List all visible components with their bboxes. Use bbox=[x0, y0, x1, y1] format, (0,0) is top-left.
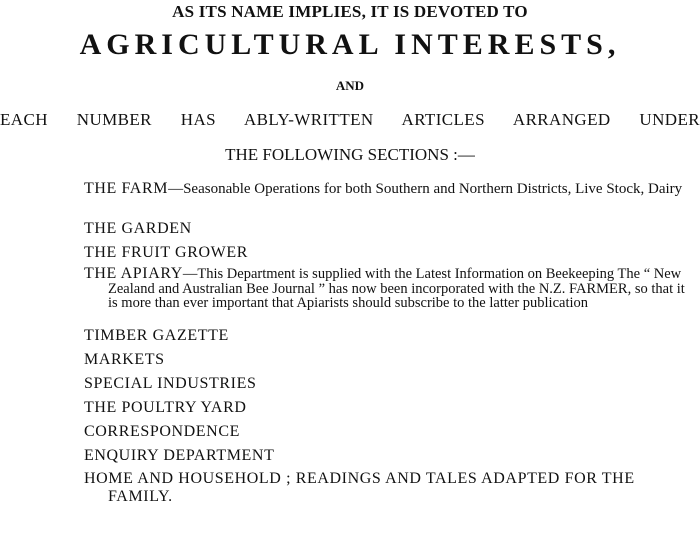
section-fruit-grower bbox=[84, 244, 696, 262]
section-title: SPECIAL INDUSTRIES bbox=[84, 375, 257, 392]
section-special-industries bbox=[84, 375, 696, 393]
and-line: AND bbox=[335, 78, 365, 93]
section-title: THE POULTRY YARD bbox=[84, 399, 247, 416]
section-title: TIMBER GAZETTE bbox=[84, 327, 229, 344]
section-title: THE GARDEN bbox=[84, 220, 192, 237]
section-title: MARKETS bbox=[84, 351, 165, 368]
section-timber-gazette bbox=[84, 327, 696, 345]
section-desc: —Seasonable Operations for both Southern and Northern Districts, Live Stock, Dairy bbox=[168, 181, 683, 197]
intro-line: AS ITS NAME IMPLIES, IT IS DEVOTED TO bbox=[172, 2, 528, 21]
section-title: THE FARM bbox=[84, 180, 169, 197]
section-title: HOME AND HOUSEHOLD ; READINGS AND TALES ADAPTED FOR THE FAMILY. bbox=[84, 470, 635, 505]
section-enquiry-department bbox=[84, 447, 696, 465]
section-title: ENQUIRY DEPARTMENT bbox=[84, 447, 275, 464]
section-title: THE APIARY bbox=[84, 265, 183, 282]
section-farm bbox=[84, 180, 696, 198]
section-title: CORRESPONDENCE bbox=[84, 423, 240, 440]
section-apiary bbox=[84, 267, 696, 311]
section-correspondence bbox=[84, 423, 696, 441]
section-markets bbox=[84, 351, 696, 369]
headline-agricultural-interests: AGRICULTURAL INTERESTS, bbox=[79, 28, 621, 61]
section-desc: —This Department is supplied with the Latest Information on Beekeeping The “ New Zealand and Australian Bee Journal ” has now been incorporated with the N.Z. FARMER, so that it is more than ever important that Apiarists should subscribe to the latter publication bbox=[108, 266, 685, 311]
following-sections-line: THE FOLLOWING SECTIONS :— bbox=[225, 145, 475, 164]
section-garden bbox=[84, 220, 696, 238]
section-title: THE FRUIT GROWER bbox=[84, 244, 248, 261]
section-poultry-yard bbox=[84, 399, 696, 417]
each-number-line: EACH NUMBER HAS ABLY-WRITTEN ARTICLES ARRANGED UNDER bbox=[0, 110, 700, 129]
section-home-household bbox=[84, 470, 696, 506]
